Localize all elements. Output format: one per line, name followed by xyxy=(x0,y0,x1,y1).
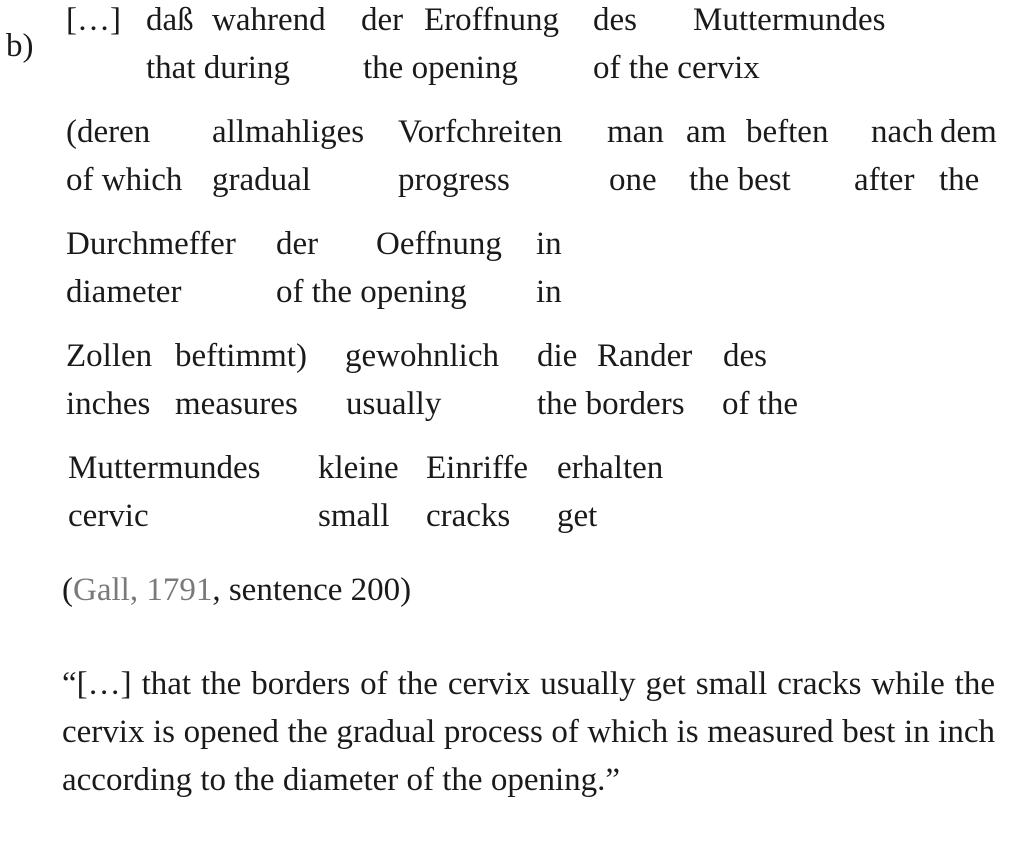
gloss-word: diameter xyxy=(66,274,182,310)
source-word: Muttermundes xyxy=(693,2,886,38)
source-word: des xyxy=(593,2,637,38)
gloss-word: cracks xyxy=(426,498,511,534)
gloss-word: the xyxy=(939,162,980,198)
source-word: beften xyxy=(746,114,829,150)
gloss-word: that during xyxy=(146,50,290,86)
source-word: gewohnlich xyxy=(345,338,499,374)
gloss-word: progress xyxy=(398,162,510,198)
gloss-word: the best xyxy=(689,162,791,198)
citation-link[interactable]: Gall, 1791 xyxy=(73,572,213,608)
citation xyxy=(62,566,411,614)
source-word: wahrend xyxy=(212,2,326,38)
gloss-word: small xyxy=(318,498,390,534)
gloss-word: of the opening xyxy=(276,274,467,310)
source-word: dem xyxy=(940,114,997,150)
source-word: Oeffnung xyxy=(376,226,502,262)
gloss-word: inches xyxy=(66,386,151,422)
source-word: der xyxy=(276,226,319,262)
source-word: (deren xyxy=(66,114,151,150)
source-word: kleine xyxy=(318,450,399,486)
source-word: beftimmt) xyxy=(175,338,307,374)
source-word: daß xyxy=(146,2,194,38)
gloss-word: of which xyxy=(66,162,183,198)
source-word: erhalten xyxy=(557,450,664,486)
gloss-word: of the cervix xyxy=(593,50,760,86)
source-word: Rander xyxy=(597,338,693,374)
citation-rest: , sentence 200) xyxy=(212,572,412,608)
gloss-word: measures xyxy=(175,386,298,422)
source-word: man xyxy=(607,114,664,150)
gloss-word: after xyxy=(854,162,915,198)
gloss-word: get xyxy=(557,498,598,534)
free-translation: “[…] that the borders of the cervix usually get small cracks while the cervix is opened the gradual process of which is measured best in inch according to the diameter of the opening.” xyxy=(62,666,995,798)
gloss-word: the opening xyxy=(363,50,518,86)
source-word: Einriffe xyxy=(426,450,529,486)
gloss-word: cervic xyxy=(68,498,149,534)
source-word: am xyxy=(686,114,727,150)
source-word: Eroffnung xyxy=(424,2,560,38)
source-word: die xyxy=(537,338,578,374)
gloss-word: in xyxy=(536,274,562,310)
gloss-word: gradual xyxy=(212,162,311,198)
source-word: Durchmeffer xyxy=(66,226,236,262)
source-word: nach xyxy=(871,114,934,150)
gloss-word: usually xyxy=(346,386,442,422)
gloss-word: one xyxy=(609,162,657,198)
source-word: in xyxy=(536,226,562,262)
source-word: […] xyxy=(66,2,121,38)
source-word: des xyxy=(723,338,767,374)
source-word: Muttermundes xyxy=(68,450,261,486)
source-word: allmahliges xyxy=(212,114,365,150)
source-word: der xyxy=(361,2,404,38)
gloss-word: the borders xyxy=(537,386,685,422)
citation-open: ( xyxy=(62,572,73,608)
example-label: b) xyxy=(6,28,34,64)
gloss-word: of the xyxy=(722,386,799,422)
source-word: Vorfchreiten xyxy=(398,114,563,150)
source-word: Zollen xyxy=(66,338,153,374)
